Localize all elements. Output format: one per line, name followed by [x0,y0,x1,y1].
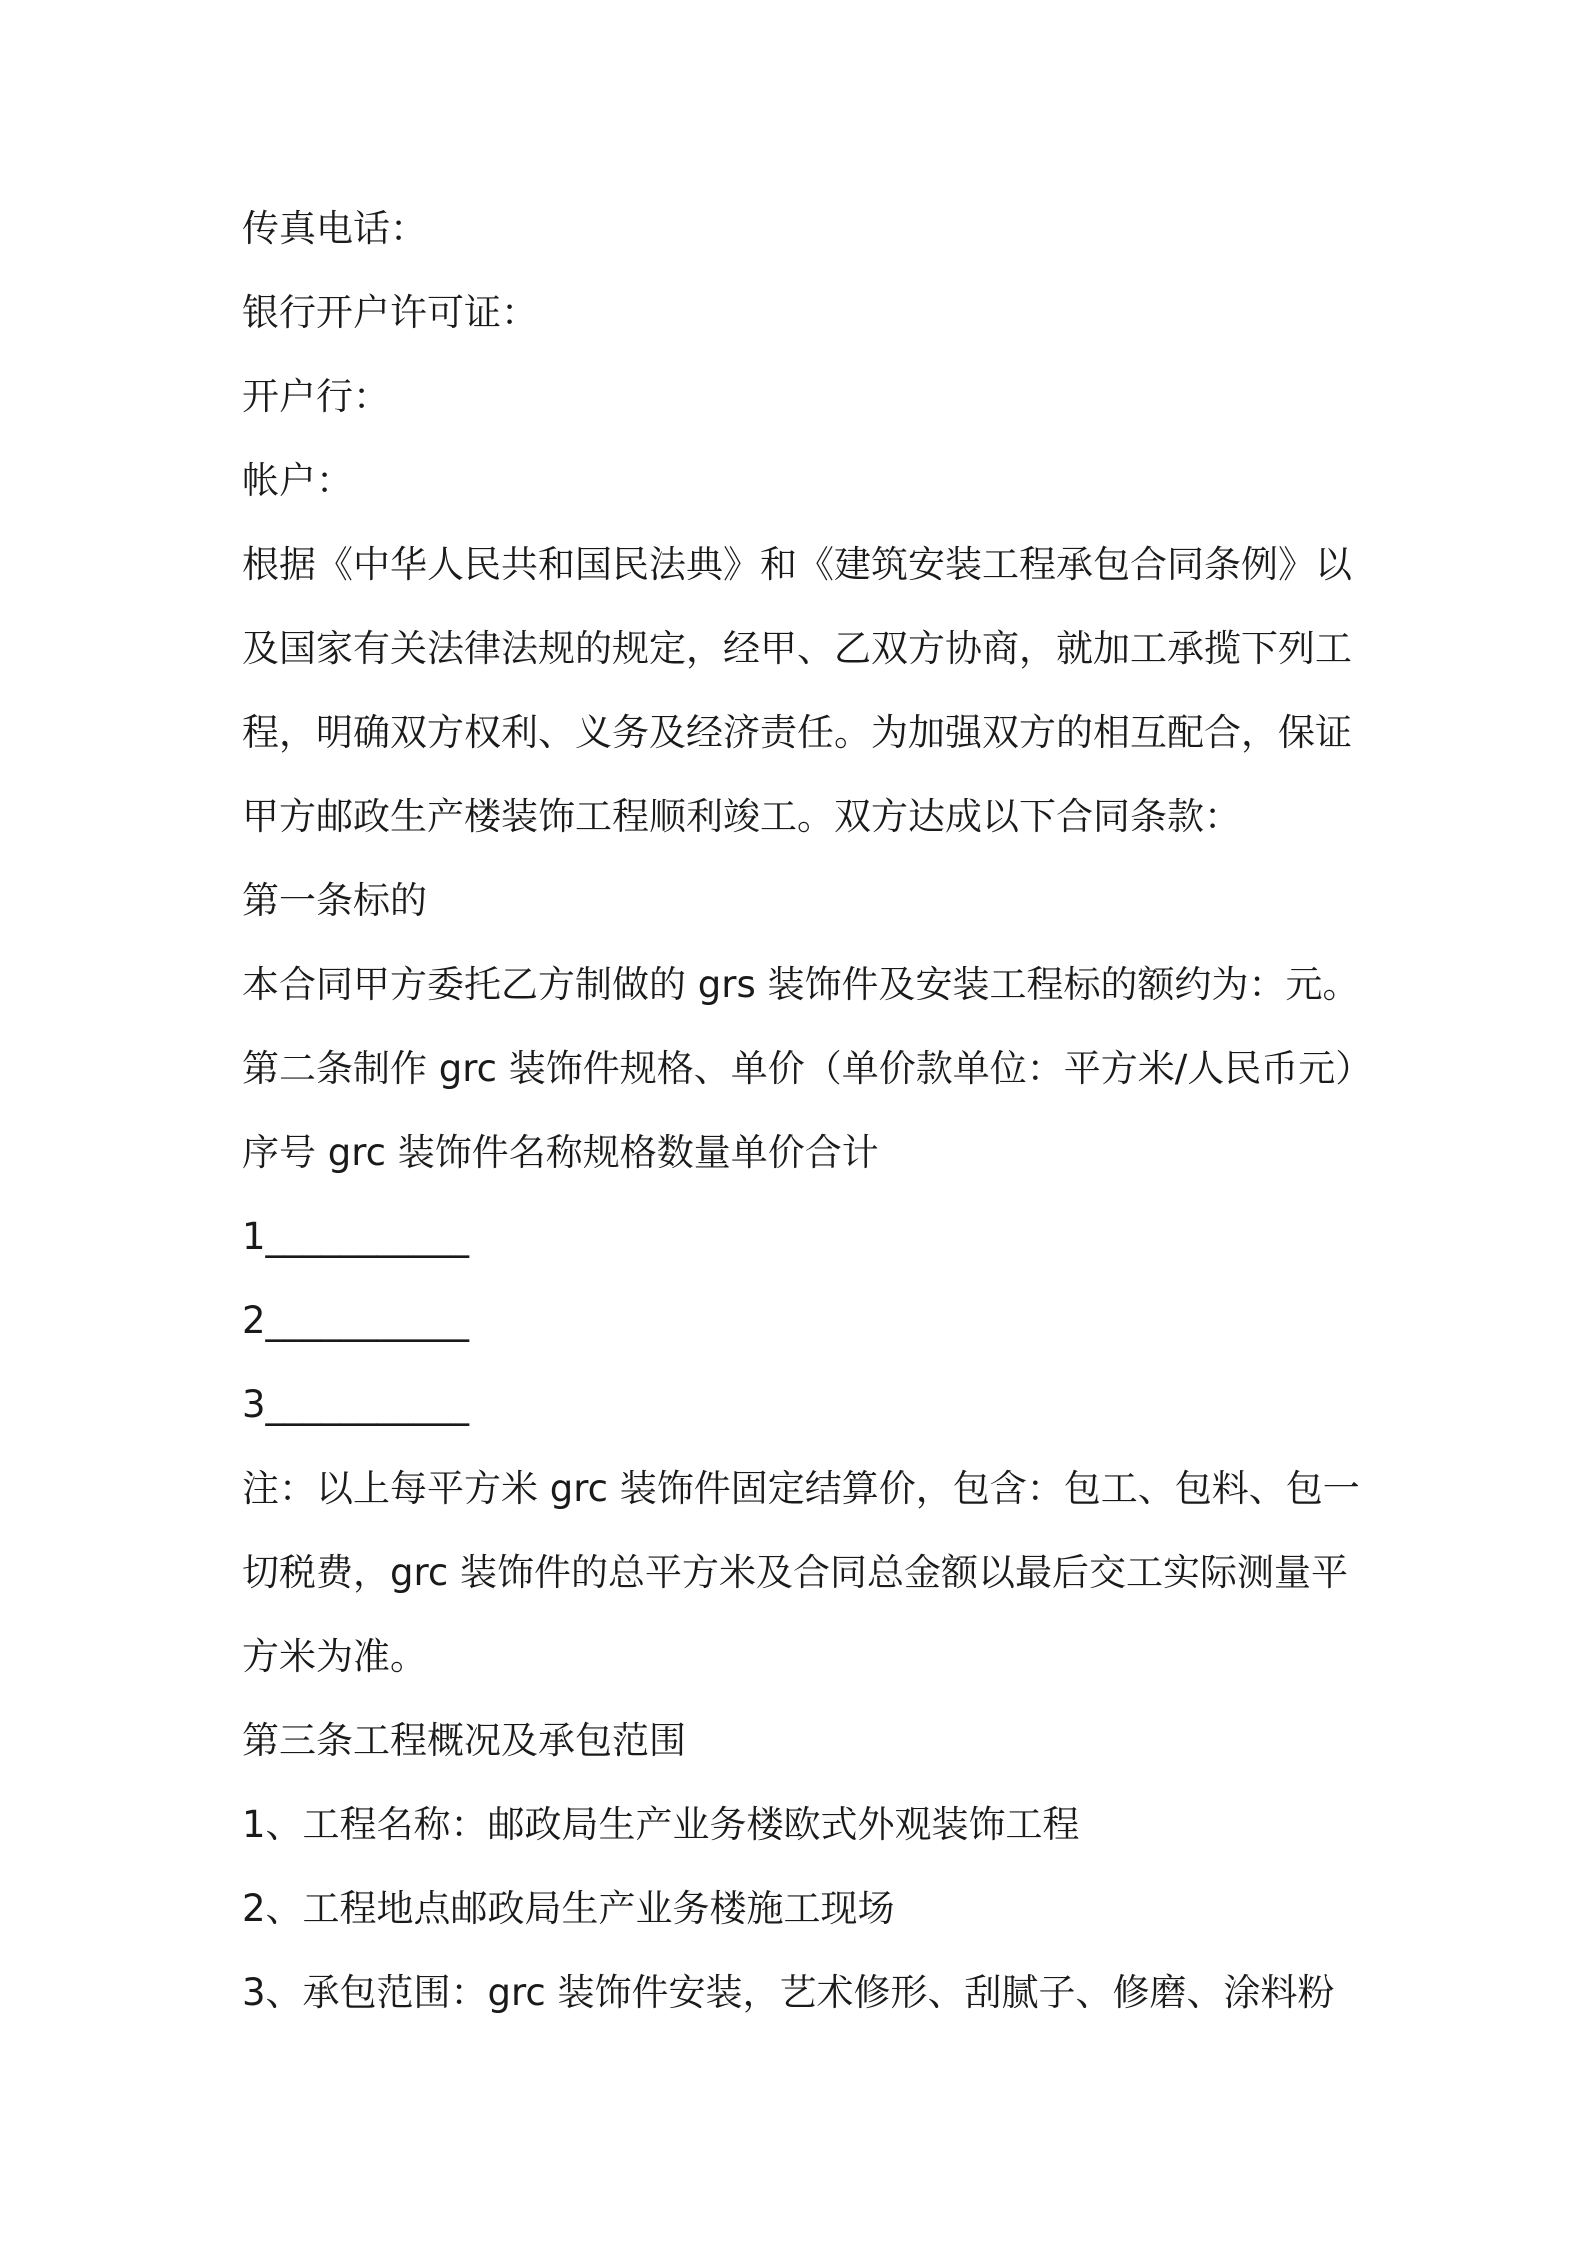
blank-row-3: 3___________ [242,1383,470,1426]
note-line-1: 注：以上每平方米 grc 装饰件固定结算价，包含：包工、包料、包一 [242,1467,1360,1510]
preamble-line-1: 根据《中华人民共和国民法典》和《建筑安装工程承包合同条例》以 [242,543,1352,586]
fax-label: 传真电话： [242,207,427,250]
preamble-line-4: 甲方邮政生产楼装饰工程顺利竣工。双方达成以下合同条款： [242,795,1241,838]
note-line-2: 切税费，grc 装饰件的总平方米及合同总金额以最后交工实际测量平 [242,1551,1348,1594]
blank-row-2: 2___________ [242,1299,470,1342]
article-3-heading: 第三条工程概况及承包范围 [242,1719,686,1762]
account-label: 帐户： [242,459,353,502]
project-name-line: 1、工程名称：邮政局生产业务楼欧式外观装饰工程 [242,1803,1080,1846]
preamble-line-2: 及国家有关法律法规的规定，经甲、乙双方协商，就加工承揽下列工 [242,627,1352,670]
table-header-line: 序号 grc 装饰件名称规格数量单价合计 [242,1131,879,1174]
article-1-text: 本合同甲方委托乙方制做的 grs 装饰件及安装工程标的额约为：元。 [242,963,1360,1006]
article-2-heading: 第二条制作 grc 装饰件规格、单价（单价款单位：平方米/人民币元） [242,1047,1373,1090]
note-line-3: 方米为准。 [242,1635,427,1678]
blank-row-1: 1___________ [242,1215,470,1258]
bank-license-label: 银行开户许可证： [242,291,538,334]
project-location-line: 2、工程地点邮政局生产业务楼施工现场 [242,1887,895,1930]
preamble-line-3: 程，明确双方权利、义务及经济责任。为加强双方的相互配合，保证 [242,711,1352,754]
article-1-heading: 第一条标的 [242,879,427,922]
bank-name-label: 开户行： [242,375,390,418]
contract-scope-line: 3、承包范围：grc 装饰件安装，艺术修形、刮腻子、修磨、涂料粉 [242,1971,1335,2014]
